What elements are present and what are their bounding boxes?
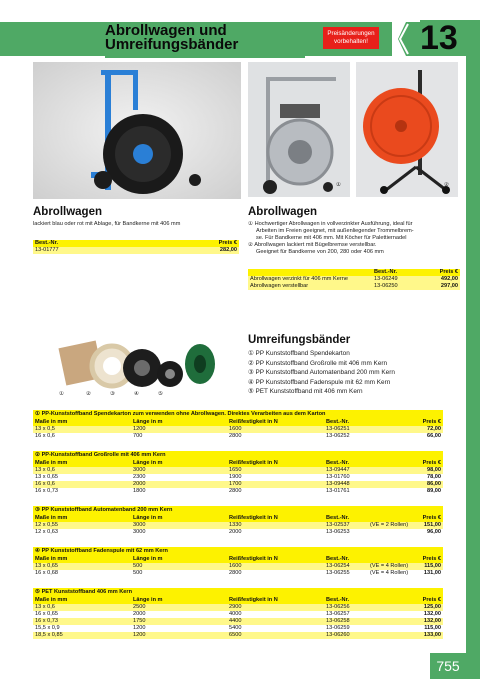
cell-packing-unit: (VE = 4 Rollen)	[370, 570, 409, 576]
item-marker: ⑤	[248, 388, 254, 396]
page-title-line2: Umreifungsbänder	[105, 36, 239, 53]
list-item	[248, 368, 460, 378]
cell-best-nr: 13-06252	[326, 433, 350, 439]
table-row	[248, 283, 460, 290]
cell-strength: 1700	[229, 481, 242, 487]
item1-line1: Hochwertiger Abrollwagen in vollverzinkter Ausführung, ideal für	[254, 221, 413, 227]
cell-strength: 2800	[229, 570, 242, 576]
cell-preis: 133,00	[423, 632, 441, 638]
cell-preis: 96,00	[427, 529, 441, 535]
cell-length: 3000	[133, 522, 146, 528]
cell-strength: 1330	[229, 522, 242, 528]
header-preis: Preis €	[218, 240, 237, 246]
header-dims: Maße in mm	[35, 515, 68, 521]
block-5-pet	[33, 588, 443, 639]
block-header	[33, 515, 443, 522]
cell-strength: 1600	[229, 426, 242, 432]
list-item	[248, 349, 460, 359]
cell-preis: 86,00	[427, 481, 441, 487]
bands-marker-5: ⑤	[158, 391, 164, 397]
header-best-nr: Best.-Nr.	[326, 515, 350, 521]
cell-best-nr: 13-06254	[326, 563, 350, 569]
cell-best-nr: 13-06249	[374, 276, 398, 282]
cell-dims: 12 x 0,55	[35, 522, 59, 528]
list-item	[248, 378, 460, 388]
cell-best-nr: 13-09447	[326, 467, 350, 473]
bands-section-title: Umreifungsbänder	[248, 334, 351, 346]
header-preis: Preis €	[422, 556, 441, 562]
bands-marker-4: ④	[134, 391, 140, 397]
galvanized-cart-photo	[248, 62, 350, 197]
block-header	[33, 419, 443, 426]
cell-dims: 16 x 0,73	[35, 618, 59, 624]
page-title	[105, 24, 305, 58]
block-header	[33, 597, 443, 604]
block-1-spendekarton	[33, 410, 443, 440]
header-length: Länge in m	[133, 419, 163, 425]
marker-1: ①	[336, 182, 342, 188]
table-row	[33, 625, 443, 632]
cell-length: 1200	[133, 426, 146, 432]
block-4-fadenspule	[33, 547, 443, 577]
cell-best-nr: 13-06259	[326, 625, 350, 631]
bands-marker-1: ①	[59, 391, 65, 397]
block-title: ④ PP Kunststoffband Fadenspule mit 62 mm Kern	[33, 547, 443, 556]
table-row	[33, 426, 443, 433]
item2-line2: Geeignet für Bandkerne von 200, 280 oder 406 mm	[256, 249, 384, 255]
table-row	[33, 529, 443, 536]
cell-best-nr: 13-06257	[326, 611, 350, 617]
notice-line2: vorbehalten!	[333, 38, 369, 45]
blue-cart-image	[33, 62, 241, 199]
cell-preis: 125,00	[423, 604, 441, 610]
cell-length: 500	[133, 570, 143, 576]
cell-length: 2000	[133, 481, 146, 487]
table-row	[33, 604, 443, 611]
cell-best-nr: 13-06250	[374, 283, 398, 289]
cell-best-nr: 13-01760	[326, 474, 350, 480]
cell-dims: 16 x 0,6	[35, 433, 55, 439]
red-cart-photo	[356, 62, 458, 197]
block-title: ⑤ PET Kunststoffband 406 mm Kern	[33, 588, 443, 597]
right-section-title: Abrollwagen	[248, 206, 318, 218]
cell-length: 2300	[133, 474, 146, 480]
cell-best-nr: 13-01761	[326, 488, 350, 494]
table-row	[33, 488, 443, 495]
red-cart-image	[356, 62, 458, 197]
cell-dims: 16 x 0,6	[35, 481, 55, 487]
header-strength: Reißfestigkeit in N	[229, 515, 278, 521]
header-dims: Maße in mm	[35, 460, 68, 466]
header-strength: Reißfestigkeit in N	[229, 597, 278, 603]
cell-dims: 16 x 0,68	[35, 570, 59, 576]
header-preis: Preis €	[422, 597, 441, 603]
header-dims: Maße in mm	[35, 419, 68, 425]
header-best-nr: Best.-Nr.	[326, 460, 350, 466]
header-best-nr: Best.-Nr.	[35, 240, 59, 246]
cell-desc: Abrollwagen verzinkt für 406 mm Kerne	[250, 276, 348, 282]
price-notice-badge	[323, 27, 379, 49]
cell-packing-unit: (VE = 4 Rollen)	[370, 563, 409, 569]
chevron-left-icon	[392, 22, 422, 56]
table-row	[248, 276, 460, 283]
header-dims: Maße in mm	[35, 597, 68, 603]
cell-packing-unit: (VE = 2 Rollen)	[370, 522, 409, 528]
cell-preis: 98,00	[427, 467, 441, 473]
cell-best-nr: 13-02537	[326, 522, 350, 528]
block-header	[33, 460, 443, 467]
cell-length: 3000	[133, 467, 146, 473]
cell-length: 1800	[133, 488, 146, 494]
cell-best-nr: 13-06251	[326, 426, 350, 432]
cell-dims: 13 x 0,6	[35, 467, 55, 473]
cell-strength: 5400	[229, 625, 242, 631]
item-text: PP Kunststoffband Fadenspule mit 62 mm Kern	[255, 378, 391, 386]
cell-length: 1200	[133, 632, 146, 638]
header-strength: Reißfestigkeit in N	[229, 419, 278, 425]
cell-dims: 13 x 0,65	[35, 563, 59, 569]
cell-length: 2500	[133, 604, 146, 610]
list-item	[248, 387, 460, 397]
cell-preis: 66,00	[427, 433, 441, 439]
cell-preis: 115,00	[424, 563, 441, 569]
block-3-automatenband	[33, 506, 443, 536]
cell-preis: 78,00	[427, 474, 441, 480]
cell-strength: 1900	[229, 474, 242, 480]
blue-cart-photo	[33, 62, 241, 199]
chapter-number: 13	[420, 20, 480, 56]
cell-best-nr: 13-01777	[35, 247, 59, 253]
cell-preis: 282,00	[219, 247, 237, 253]
header-preis: Preis €	[422, 419, 441, 425]
header-best-nr: Best.-Nr.	[326, 597, 350, 603]
table-row	[33, 467, 443, 474]
left-section-title: Abrollwagen	[33, 206, 103, 218]
header-preis: Preis €	[422, 515, 441, 521]
galvanized-cart-image	[248, 62, 350, 197]
table-row	[33, 247, 239, 254]
item2-marker: ②	[248, 242, 254, 248]
cell-preis: 132,00	[423, 618, 441, 624]
cell-preis: 297,00	[440, 283, 458, 289]
header-length: Länge in m	[133, 460, 163, 466]
cell-preis: 115,00	[424, 625, 441, 631]
table-row	[33, 481, 443, 488]
cell-strength: 1650	[229, 467, 242, 473]
item-marker: ④	[248, 378, 254, 386]
cell-length: 2000	[133, 611, 146, 617]
header-length: Länge in m	[133, 515, 163, 521]
item1-line2: Arbeiten im Freien geeignet, mit außenliegender Trommelbrem-	[256, 228, 414, 234]
cell-dims: 16 x 0,73	[35, 488, 59, 494]
left-table-header	[33, 240, 239, 247]
table-row	[33, 433, 443, 440]
right-color-strip	[466, 56, 480, 679]
left-section-description: lackiert blau oder rot mit Ablage, für Bandkerne mit 406 mm	[33, 221, 181, 227]
cell-dims: 13 x 0,6	[35, 604, 55, 610]
cell-strength: 2800	[229, 433, 242, 439]
cell-length: 1200	[133, 625, 146, 631]
bands-marker-3: ③	[110, 391, 116, 397]
block-title: ① PP-Kunststoffband Spendekarton zum verwenden ohne Abrollwagen. Direktes Verarbeiten aus dem Karton	[33, 410, 443, 419]
header-best-nr: Best.-Nr.	[374, 269, 398, 275]
item2-line1: Abrollwagen lackiert mit Bügelbremse verstellbar.	[254, 242, 377, 248]
cell-strength: 2800	[229, 488, 242, 494]
cell-strength: 1600	[229, 563, 242, 569]
cell-preis: 151,00	[423, 522, 441, 528]
cell-best-nr: 13-06256	[326, 604, 350, 610]
header-length: Länge in m	[133, 597, 163, 603]
cell-strength: 2900	[229, 604, 242, 610]
table-row	[33, 611, 443, 618]
header-strength: Reißfestigkeit in N	[229, 556, 278, 562]
cell-length: 1750	[133, 618, 146, 624]
cell-desc: Abrollwagen verstellbar	[250, 283, 309, 289]
cell-dims: 13 x 0,5	[35, 426, 55, 432]
cell-length: 700	[133, 433, 143, 439]
cell-best-nr: 13-09448	[326, 481, 350, 487]
item-text: PET Kunststoffband mit 406 mm Kern	[255, 388, 363, 396]
bands-list	[248, 349, 460, 397]
cell-strength: 6500	[229, 632, 242, 638]
cell-best-nr: 13-06258	[326, 618, 350, 624]
cell-strength: 4000	[229, 611, 242, 617]
bands-photo	[60, 330, 218, 402]
right-table-header	[248, 269, 460, 276]
item-text: PP Kunststoffband Spendekarton	[255, 350, 350, 357]
table-row	[33, 632, 443, 639]
table-row	[33, 474, 443, 481]
cell-preis: 131,00	[423, 570, 441, 576]
cell-best-nr: 13-06255	[326, 570, 350, 576]
cell-dims: 15,5 x 0,9	[35, 625, 60, 631]
cell-preis: 132,00	[423, 611, 441, 617]
block-header	[33, 556, 443, 563]
cell-preis: 492,00	[440, 276, 458, 282]
header-preis: Preis €	[439, 269, 458, 275]
cell-best-nr: 13-06260	[326, 632, 350, 638]
bands-marker-2: ②	[86, 391, 92, 397]
cell-dims: 18,5 x 0,85	[35, 632, 63, 638]
cell-dims: 13 x 0,65	[35, 474, 59, 480]
cell-strength: 4400	[229, 618, 242, 624]
item-marker: ①	[248, 350, 254, 357]
item-text: PP Kunststoffband Großrolle mit 406 mm Kern	[255, 359, 388, 367]
page-title-line1: Abrollwagen und	[105, 22, 227, 39]
page-number: 755	[430, 653, 466, 679]
notice-line1: Preisänderungen	[327, 30, 375, 37]
item1-marker: ①	[248, 221, 254, 227]
cell-length: 3000	[133, 529, 146, 535]
block-title: ② PP-Kunststoffband Großrolle mit 406 mm Kern	[33, 451, 443, 460]
header-dims: Maße in mm	[35, 556, 68, 562]
header-strength: Reißfestigkeit in N	[229, 460, 278, 466]
table-row	[33, 522, 443, 529]
cell-preis: 72,00	[427, 426, 441, 432]
left-price-table	[33, 240, 239, 254]
header-preis: Preis €	[422, 460, 441, 466]
list-item	[248, 359, 460, 369]
item-marker: ②	[248, 359, 254, 367]
item-text: PP Kunststoffband Automatenband 200 mm Kern	[255, 369, 395, 377]
item-marker: ③	[248, 369, 254, 377]
right-section-description	[248, 221, 460, 256]
cell-strength: 2000	[229, 529, 242, 535]
block-2-grossrolle	[33, 451, 443, 495]
header-best-nr: Best.-Nr.	[326, 419, 350, 425]
block-title: ③ PP Kunststoffband Automatenband 200 mm Kern	[33, 506, 443, 515]
cell-length: 500	[133, 563, 143, 569]
marker-2: ②	[444, 182, 450, 188]
table-row	[33, 563, 443, 570]
cell-dims: 16 x 0,65	[35, 611, 59, 617]
item1-line3: se. Für Bandkerne mit 406 mm. Mit Köcher für Palettiernadel	[256, 235, 407, 241]
cell-best-nr: 13-06253	[326, 529, 350, 535]
header-best-nr: Best.-Nr.	[326, 556, 350, 562]
table-row	[33, 570, 443, 577]
cell-preis: 89,00	[427, 488, 441, 494]
table-row	[33, 618, 443, 625]
right-price-table	[248, 269, 460, 290]
header-length: Länge in m	[133, 556, 163, 562]
cell-dims: 12 x 0,63	[35, 529, 59, 535]
